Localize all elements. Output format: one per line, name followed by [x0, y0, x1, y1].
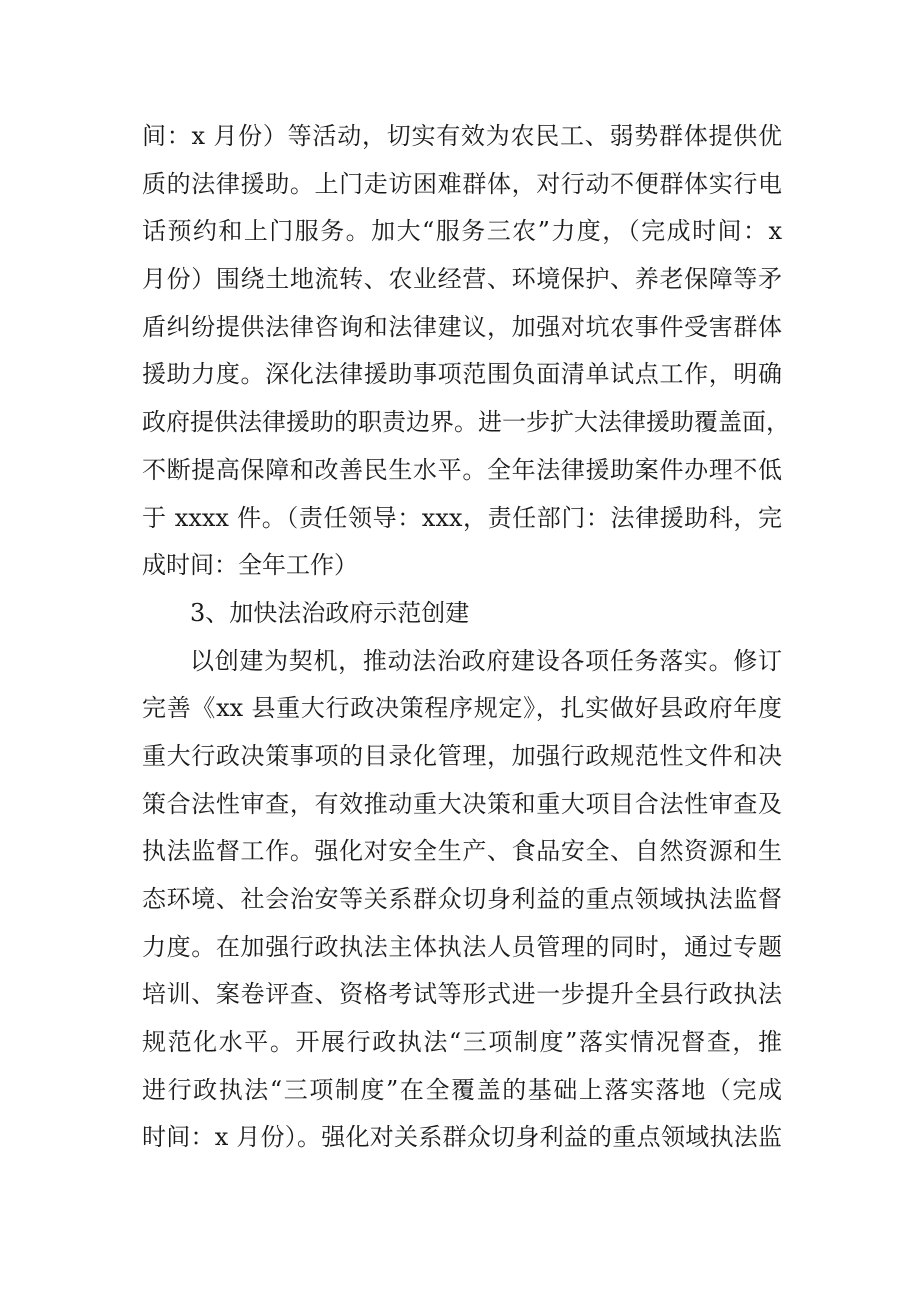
- paragraph-line-last: 成时间：全年工作）: [142, 551, 358, 580]
- paragraph-line: 盾纠纷提供法律咨询和法律建议，加强对坑农事件受害群体: [142, 312, 782, 341]
- paragraph-line: 话预约和上门服务。加大“服务三农”力度，（完成时间：x: [142, 217, 782, 246]
- paragraph-line: 执法监督工作。强化对安全生产、食品安全、自然资源和生: [142, 837, 782, 866]
- paragraph-line: 间：x 月份）等活动，切实有效为农民工、弱势群体提供优: [142, 122, 782, 150]
- paragraph-line: 月份）围绕土地流转、农业经营、环境保护、养老保障等矛: [142, 265, 782, 294]
- paragraph-line: 不断提高保障和改善民生水平。全年法律援助案件办理不低: [142, 455, 782, 484]
- paragraph-first-line: 以创建为契机，推动法治政府建设各项任务落实。修订: [190, 646, 782, 675]
- paragraph-line: 态环境、社会治安等关系群众切身利益的重点领域执法监督: [142, 885, 782, 913]
- paragraph-line: 培训、案卷评查、资格考试等形式进一步提升全县行政执法: [142, 980, 782, 1009]
- document-body: [142, 113, 790, 1162]
- paragraph-line: 援助力度。深化法律援助事项范围负面清单试点工作，明确: [142, 360, 782, 389]
- paragraph-line: 时间：x 月份）。强化对关系群众切身利益的重点领域执法监: [142, 1123, 782, 1152]
- paragraph-line: 重大行政决策事项的目录化管理，加强行政规范性文件和决: [142, 741, 782, 770]
- paragraph-line: 政府提供法律援助的职责边界。进一步扩大法律援助覆盖面，: [142, 408, 790, 437]
- section-heading: 3、加快法治政府示范创建: [190, 598, 470, 627]
- paragraph-line: 策合法性审查，有效推动重大决策和重大项目合法性审查及: [142, 789, 782, 818]
- paragraph-line: 质的法律援助。上门走访困难群体，对行动不便群体实行电: [142, 169, 782, 198]
- paragraph-line: 力度。在加强行政执法主体执法人员管理的同时，通过专题: [142, 932, 782, 961]
- paragraph-line: 进行政执法“三项制度”在全覆盖的基础上落实落地（完成: [142, 1075, 782, 1104]
- paragraph-line: 完善《xx 县重大行政决策程序规定》，扎实做好县政府年度: [142, 694, 782, 723]
- paragraph-line: 于 xxxx 件。（责任领导：xxx，责任部门：法律援助科，完: [142, 503, 782, 532]
- paragraph-line: 规范化水平。开展行政执法“三项制度”落实情况督查，推: [142, 1028, 782, 1057]
